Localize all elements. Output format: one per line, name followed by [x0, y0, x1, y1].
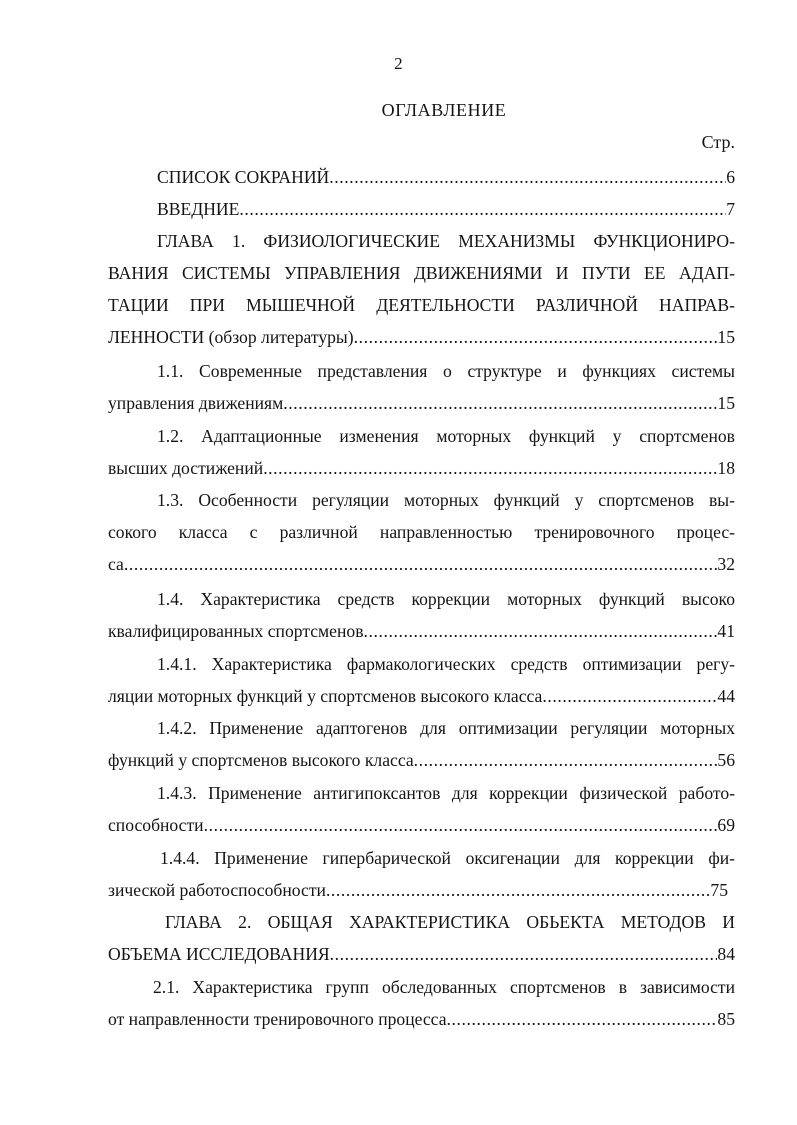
dot-leader	[329, 166, 726, 188]
toc-entry-page: 18	[717, 458, 735, 478]
dot-leader	[239, 198, 726, 220]
toc-entry-page: 32	[717, 554, 735, 574]
toc-entry-page: 15	[717, 393, 735, 413]
toc-section-1-2-line2	[108, 457, 735, 479]
toc-section-1-4-line2	[108, 620, 735, 642]
toc-section-1-1-line2	[108, 392, 735, 414]
toc-section-1-3-line2: сокого класса с различной направленностью тренировочного процес-	[108, 522, 735, 542]
toc-chapter2-line1: ГЛАВА 2. ОБЩАЯ ХАРАКТЕРИСТИКА ОБЬЕКТА МЕТОДОВ И	[165, 912, 735, 932]
toc-section-1-4-line1: 1.4. Характеристика средств коррекции моторных функций высоко	[157, 589, 735, 609]
toc-entry-introduction	[157, 198, 735, 220]
dot-leader	[283, 392, 717, 414]
toc-entry-text: высших достижений	[108, 458, 264, 478]
toc-entry-text: ЛЕННОСТИ (обзор литературы)	[108, 327, 354, 347]
toc-section-1-1-line1: 1.1. Современные представления о структуре и функциях системы	[157, 361, 735, 381]
toc-entry-page: 69	[717, 815, 735, 835]
dot-leader	[204, 814, 718, 836]
page-title: ОГЛАВЛЕНИЕ	[381, 100, 507, 120]
page-column-label: Стр.	[701, 132, 735, 152]
toc-entry-text: ВВЕДНИЕ	[157, 199, 240, 219]
dot-leader	[364, 620, 718, 642]
toc-entry-page: 75	[710, 880, 728, 900]
dot-leader	[326, 879, 710, 901]
dot-leader	[354, 326, 718, 348]
toc-entry-page: 15	[717, 327, 735, 347]
toc-section-1-4-3-line1: 1.4.3. Применение антигипоксантов для коррекции физической работо-	[157, 783, 735, 803]
toc-section-1-3-line3	[108, 553, 735, 575]
toc-section-2-1-line2	[108, 1008, 735, 1030]
toc-chapter1-line2: ВАНИЯ СИСТЕМЫ УПРАВЛЕНИЯ ДВИЖЕНИЯМИ И ПУТИ ЕЕ АДАП-	[108, 263, 735, 283]
toc-section-1-4-4-line1: 1.4.4. Применение гипербарической оксигенации для коррекции фи-	[160, 848, 735, 868]
toc-entry-text: са	[108, 554, 124, 574]
dot-leader	[414, 749, 718, 771]
toc-entry-page: 7	[726, 199, 735, 219]
toc-section-1-4-3-line2	[108, 814, 735, 836]
toc-entry-page: 85	[717, 1009, 735, 1029]
dot-leader	[330, 943, 718, 965]
toc-entry-text: способности	[108, 815, 204, 835]
dot-leader	[542, 685, 717, 707]
toc-entry-page: 6	[726, 167, 735, 187]
toc-entry-text: зической работоспособности	[108, 880, 326, 900]
page-number: 2	[394, 54, 403, 73]
dot-leader	[263, 457, 717, 479]
toc-section-1-4-2-line1: 1.4.2. Применение адаптогенов для оптимизации регуляции моторных	[157, 718, 735, 738]
toc-entry-page: 84	[717, 944, 735, 964]
toc-entry-text: от направленности тренировочного процесса	[108, 1009, 447, 1029]
toc-entry-page: 44	[717, 686, 735, 706]
toc-chapter1-line1: ГЛАВА 1. ФИЗИОЛОГИЧЕСКИЕ МЕХАНИЗМЫ ФУНКЦИОНИРО-	[157, 231, 735, 251]
toc-chapter1-line4	[108, 326, 735, 348]
toc-section-1-4-1-line2	[108, 685, 735, 707]
toc-entry-abbreviations	[157, 166, 735, 188]
toc-entry-text: ляции моторных функций у спортсменов высокого класса	[108, 686, 543, 706]
toc-section-1-4-1-line1: 1.4.1. Характеристика фармакологических средств оптимизации регу-	[157, 654, 735, 674]
toc-section-1-3-line1: 1.3. Особенности регуляции моторных функций у спортсменов вы-	[157, 490, 735, 510]
toc-entry-text: ОБЪЕМА ИССЛЕДОВАНИЯ	[108, 944, 330, 964]
toc-entry-text: функций у спортсменов высокого класса	[108, 750, 414, 770]
toc-entry-text: СПИСОК СОКРАНИЙ	[157, 167, 330, 187]
toc-chapter1-line3: ТАЦИИ ПРИ МЫШЕЧНОЙ ДЕЯТЕЛЬНОСТИ РАЗЛИЧНОЙ НАПРАВ-	[108, 295, 735, 315]
toc-section-2-1-line1: 2.1. Характеристика групп обследованных спортсменов в зависимости	[153, 977, 735, 997]
toc-chapter2-line2	[108, 943, 735, 965]
toc-entry-text: квалифицированных спортсменов	[108, 621, 364, 641]
toc-section-1-4-4-line2	[108, 879, 728, 901]
toc-section-1-4-2-line2	[108, 749, 735, 771]
toc-section-1-2-line1: 1.2. Адаптационные изменения моторных функций у спортсменов	[157, 426, 735, 446]
toc-entry-page: 41	[717, 621, 735, 641]
toc-entry-text: управления движениям	[108, 393, 284, 413]
dot-leader	[447, 1008, 718, 1030]
toc-entry-page: 56	[717, 750, 735, 770]
dot-leader	[124, 553, 718, 575]
